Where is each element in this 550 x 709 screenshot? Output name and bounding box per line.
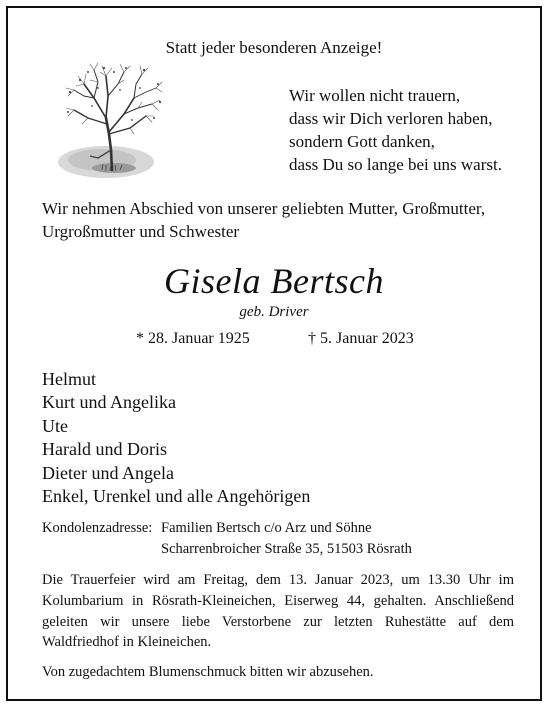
- deceased-name: Gisela Bertsch: [164, 261, 384, 301]
- obituary-card: [6, 6, 542, 701]
- poem-line: dass Du so lange bei uns warst.: [289, 155, 502, 174]
- funeral-details: [42, 570, 514, 653]
- funeral-text: Die Trauerfeier wird am Freitag, dem 13. Januar 2023, um 13.30 Uhr im Kolumbarium in Rösrath-Kleineichen, Eiserweg 44, gehalten. Anschließend geleiten wir unsere liebe Verstorbene zur letzten Ruhestätte auf dem Waldfriedhof in Kleineichen.: [42, 572, 514, 651]
- mourners-list: [42, 368, 310, 508]
- condolence-label: Kondolenzadresse:: [42, 520, 153, 536]
- birth-date: * 28. Januar 1925: [136, 330, 250, 347]
- poem-line: sondern Gott danken,: [289, 132, 435, 151]
- list-item: Helmut: [42, 369, 96, 389]
- poem-line: dass wir Dich verloren haben,: [289, 109, 493, 128]
- intro-line: Urgroßmutter und Schwester: [42, 222, 240, 241]
- list-item: Enkel, Urenkel und alle Angehörigen: [42, 486, 311, 507]
- death-date: † 5. Januar 2023: [308, 330, 414, 347]
- list-item: Kurt und Angelika: [42, 392, 176, 413]
- poem: [289, 84, 502, 176]
- list-item: Harald und Doris: [42, 439, 167, 460]
- list-item: Dieter und Angela: [42, 462, 174, 483]
- poem-line: Wir wollen nicht trauern,: [289, 86, 461, 105]
- tree-illustration-icon: [54, 58, 174, 188]
- intro-text: [42, 197, 485, 243]
- intro-line: Wir nehmen Abschied von unserer geliebten Mutter, Großmutter,: [42, 199, 486, 218]
- closing-note: Von zugedachtem Blumenschmuck bitten wir abzusehen.: [42, 664, 374, 680]
- condolence-address-line: Scharrenbroicher Straße 35, 51503 Rösrath: [161, 541, 412, 557]
- list-item: Ute: [42, 415, 68, 436]
- maiden-name: geb. Driver: [239, 304, 309, 320]
- condolence-address-line: Familien Bertsch c/o Arz und Söhne: [161, 520, 372, 536]
- header-text: Statt jeder besonderen Anzeige!: [165, 38, 383, 57]
